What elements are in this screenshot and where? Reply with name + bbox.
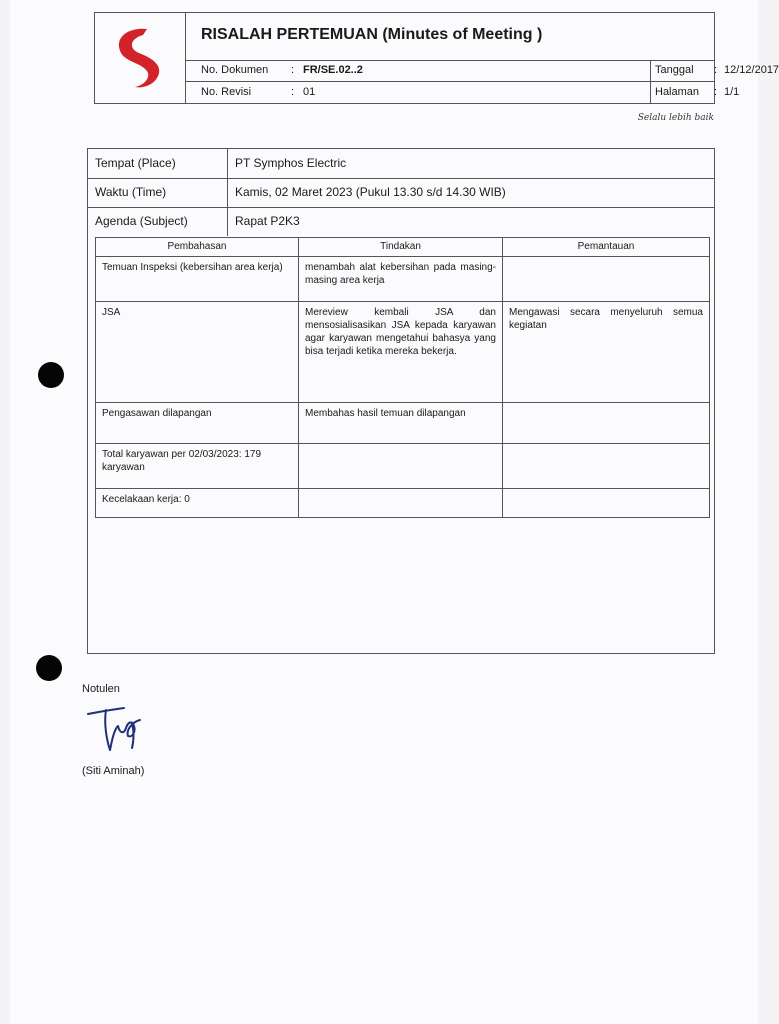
signature-icon <box>84 700 154 758</box>
info-value: Rapat P2K3 <box>235 214 300 228</box>
doc-no-value: FR/SE.02..2 <box>303 64 363 76</box>
notulen-label: Notulen <box>82 683 120 695</box>
table-cell: Total karyawan per 02/03/2023: 179 karyawan <box>96 444 299 489</box>
info-row-place <box>88 149 714 179</box>
document-title: RISALAH PERTEMUAN (Minutes of Meeting ) <box>201 26 543 43</box>
document-header <box>94 12 779 104</box>
table-cell: Pengasawan dilapangan <box>96 403 299 444</box>
table-cell <box>299 444 503 489</box>
table-cell <box>299 489 503 518</box>
colon: : <box>291 86 295 98</box>
punch-hole <box>36 655 62 681</box>
table-cell <box>503 403 710 444</box>
rev-label: No. Revisi <box>201 86 252 98</box>
table-cell: JSA <box>96 302 299 403</box>
colon: : <box>291 64 295 76</box>
page-label: Halaman <box>655 86 700 98</box>
date-label: Tanggal <box>655 64 694 76</box>
meta-divider <box>650 82 651 103</box>
table-row <box>96 302 710 403</box>
info-value: PT Symphos Electric <box>235 156 347 170</box>
table-cell <box>503 489 710 518</box>
table-row <box>96 489 710 518</box>
colon: : <box>714 64 718 76</box>
info-label: Waktu (Time) <box>95 185 167 199</box>
page-value: 1/1 <box>724 86 740 98</box>
table-cell: Temuan Inspeksi (kebersihan area kerja) <box>96 257 299 302</box>
punch-hole <box>38 362 64 388</box>
column-header: Tindakan <box>299 238 503 257</box>
info-value: Kamis, 02 Maret 2023 (Pukul 13.30 s/d 14.30 WIB) <box>235 185 506 199</box>
info-divider <box>227 178 228 207</box>
doc-no-label: No. Dokumen <box>201 64 269 76</box>
info-row-agenda <box>88 207 714 236</box>
colon: : <box>714 86 718 98</box>
logo-cell <box>95 13 186 103</box>
date-value: 12/12/2017 <box>724 64 779 76</box>
title-cell <box>185 13 714 61</box>
table-row <box>96 444 710 489</box>
info-divider <box>227 149 228 178</box>
discussion-table <box>95 237 710 518</box>
table-cell: Membahas hasil temuan dilapangan <box>299 403 503 444</box>
company-logo-icon <box>95 13 185 103</box>
meta-divider <box>650 60 651 81</box>
slogan: Selalu lebih baik <box>637 113 714 123</box>
table-row <box>96 403 710 444</box>
table-cell: Mereview kembali JSA dan mensosialisasikan JSA kepada karyawan agar karyawan mengetahui bahasya yang bisa terjadi ketika mereka bekerja. <box>299 302 503 403</box>
info-row-time <box>88 178 714 208</box>
table-header-row <box>96 238 710 257</box>
signer-name: (Siti Aminah) <box>82 765 145 777</box>
table-cell: Mengawasi secara menyeluruh semua kegiatan <box>503 302 710 403</box>
table-cell <box>503 444 710 489</box>
table-row <box>96 257 710 302</box>
rev-value: 01 <box>303 86 316 98</box>
table-cell: Kecelakaan kerja: 0 <box>96 489 299 518</box>
info-label: Tempat (Place) <box>95 156 176 170</box>
info-label: Agenda (Subject) <box>95 214 188 228</box>
table-cell: menambah alat kebersihan pada masing-masing area kerja <box>299 257 503 302</box>
column-header: Pembahasan <box>96 238 299 257</box>
meta-row-doc <box>185 60 779 82</box>
meta-row-rev <box>185 82 740 103</box>
table-cell <box>503 257 710 302</box>
column-header: Pemantauan <box>503 238 710 257</box>
info-divider <box>227 207 228 236</box>
